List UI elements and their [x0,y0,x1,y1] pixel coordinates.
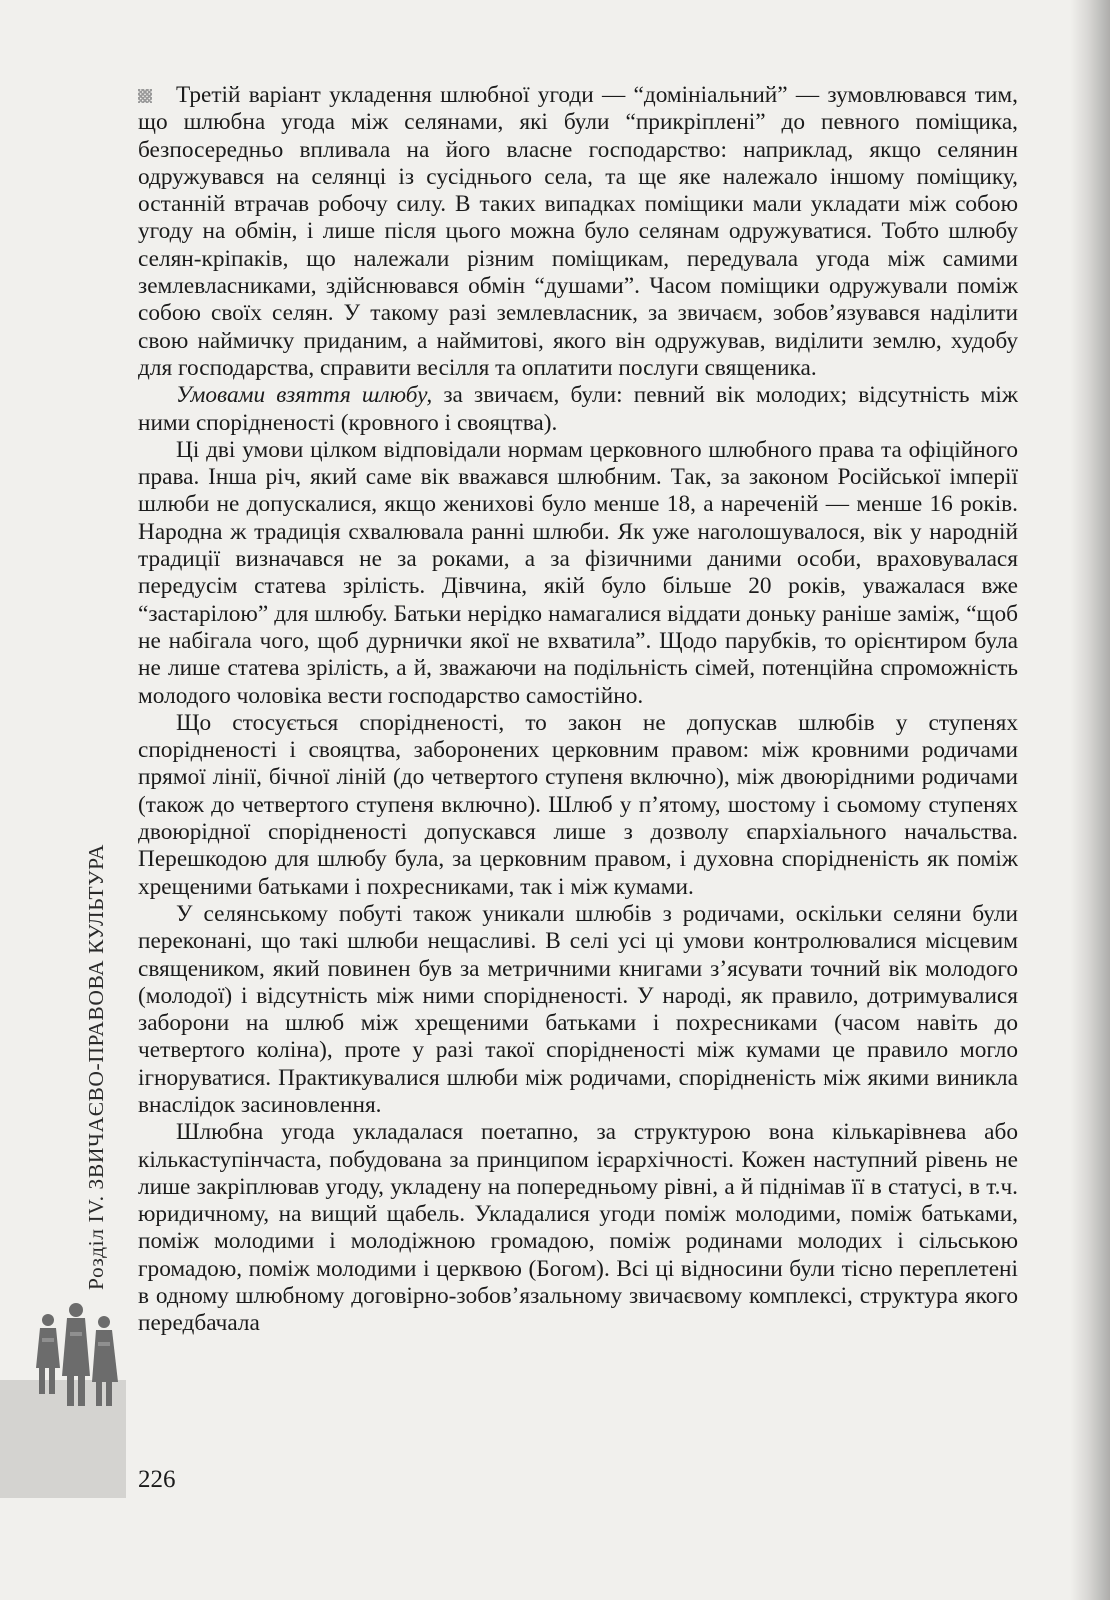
page-number: 226 [138,1466,176,1493]
bullet-icon [138,89,152,103]
paragraph-5: У селянському побуті також уникали шлюбів з родичами, оскільки селяни були переконані, що такі шлюби нещасливі. В селі усі ці умови контролювалися місцевим священиком, який повинен був за метричними книгами з’ясувати точний вік молодого (молодої) і відсутність між ними спорідненості. У народі, як правило, дотримувалися заборони на шлюб між хрещеними батьками і похресниками (часом навіть до четвертого коліна), проте у разі такої спорідненості між кумами це правило могло ігноруватися. Практикувалися шлюби між родичами, спорідненість між якими виникла внаслідок засиновлення. [138,900,1018,1118]
paragraph-2: Умовами взяття шлюбу, за звичаєм, були: певний вік молодих; відсутність між ними спорідненості (кровного і свояцтва). [138,382,1018,436]
page-gutter-shadow [1070,0,1110,1600]
paragraph-1: Третій варіант укладення шлюбної угоди — “домініальний” — зумовлювався тим, що шлюбна угода між селянами, які були “прикріплені” до певного поміщика, безпосередньо впливала на його власне господарство: наприклад, якщо селянин одружувався на селянці із сусіднього села, та ще яке належало іншому поміщику, останній втрачав робочу силу. В таких випадках поміщики мали укладати між собою угоду на обмін, і лише після цього можна було селянам одружуватися. Тобто шлюбу селян-кріпаків, що належали різним поміщикам, передувала угода між самими землевласниками, здійснювався обмін “душами”. Часом поміщики одружували поміж собою своїх селян. У такому разі землевласник, за звичаєм, зобов’язувався наділити свою наймичку приданим, а наймитові, якого він одружував, виділити землю, худобу для господарства, справити весілля та оплатити послуги священика. [138,82,1018,381]
paragraph-6: Шлюбна угода укладалася поетапно, за структурою вона кількарівнева або кількаступінчаста, побудована за принципом ієрархічності. Кожен наступний рівень не лише закріплював угоду, укладену на попередньому рівні, а й піднімав її в статусі, в т.ч. юридичному, на вищий щабель. Укладалися угоди поміж молодими, поміж батьками, поміж молодими і молодіжною громадою, поміж родинами молодих і сільською громадою, поміж молодими і церквою (Богом). Всі ці відносини були тісно переплетені в одному шлюбному договірно-зобов’язальному звичаєвому комплексі, структура якого передбачала [138,1119,1018,1337]
paragraph-3: Ці дві умови цілком відповідали нормам церковного шлюбного права та офіційного права. Інша річ, який саме вік вважався шлюбним. Так, за законом Російської імперії шлюби не допускалися, якщо женихові було менше 18, а нареченій — менше 16 років. Народна ж традиція схвалювала ранні шлюби. Як уже наголошувалося, вік у народній традиції визначався не за роками, а за фізичними даними особи, враховувалася передусім статева зрілість. Дівчина, якій було більше 20 років, уважалася вже “застарілою” для шлюбу. Батьки нерідко намагалися віддати доньку раніше заміж, “щоб не набігала чого, щоб дурнички якої не вхватила”. Щодо парубків, то орієнтиром була не лише статева зрілість, а й, зважаючи на подільність сімей, потенційна спроможність молодого чоловіка вести господарство самостійно. [138,436,1018,709]
paragraph-4: Що стосується спорідненості, то закон не допускав шлюбів у ступенях спорідненості і свояцтва, заборонених церковним правом: між кровними родичами прямої лінії, бічної ліній (до четвертого ступеня включно), між двоюрідними родичами (також до четвертого ступеня включно). Шлюб у п’ятому, шостому і сьомому ступенях двоюрідної спорідненості допускався лише з дозволу єпархіального начальства. Перешкодою для шлюбу була, за церковним правом, і духовна спорідненість як поміж хрещеними батьками і похресниками, так і між кумами. [138,709,1018,900]
folk-figures-icon [30,1298,124,1424]
italic-term: Умовами взяття шлюбу, [176,382,433,409]
running-head: Розділ IV. ЗВИЧАЄВО-ПРАВОВА КУЛЬТУРА [84,843,108,1290]
body-text [138,82,1018,1338]
